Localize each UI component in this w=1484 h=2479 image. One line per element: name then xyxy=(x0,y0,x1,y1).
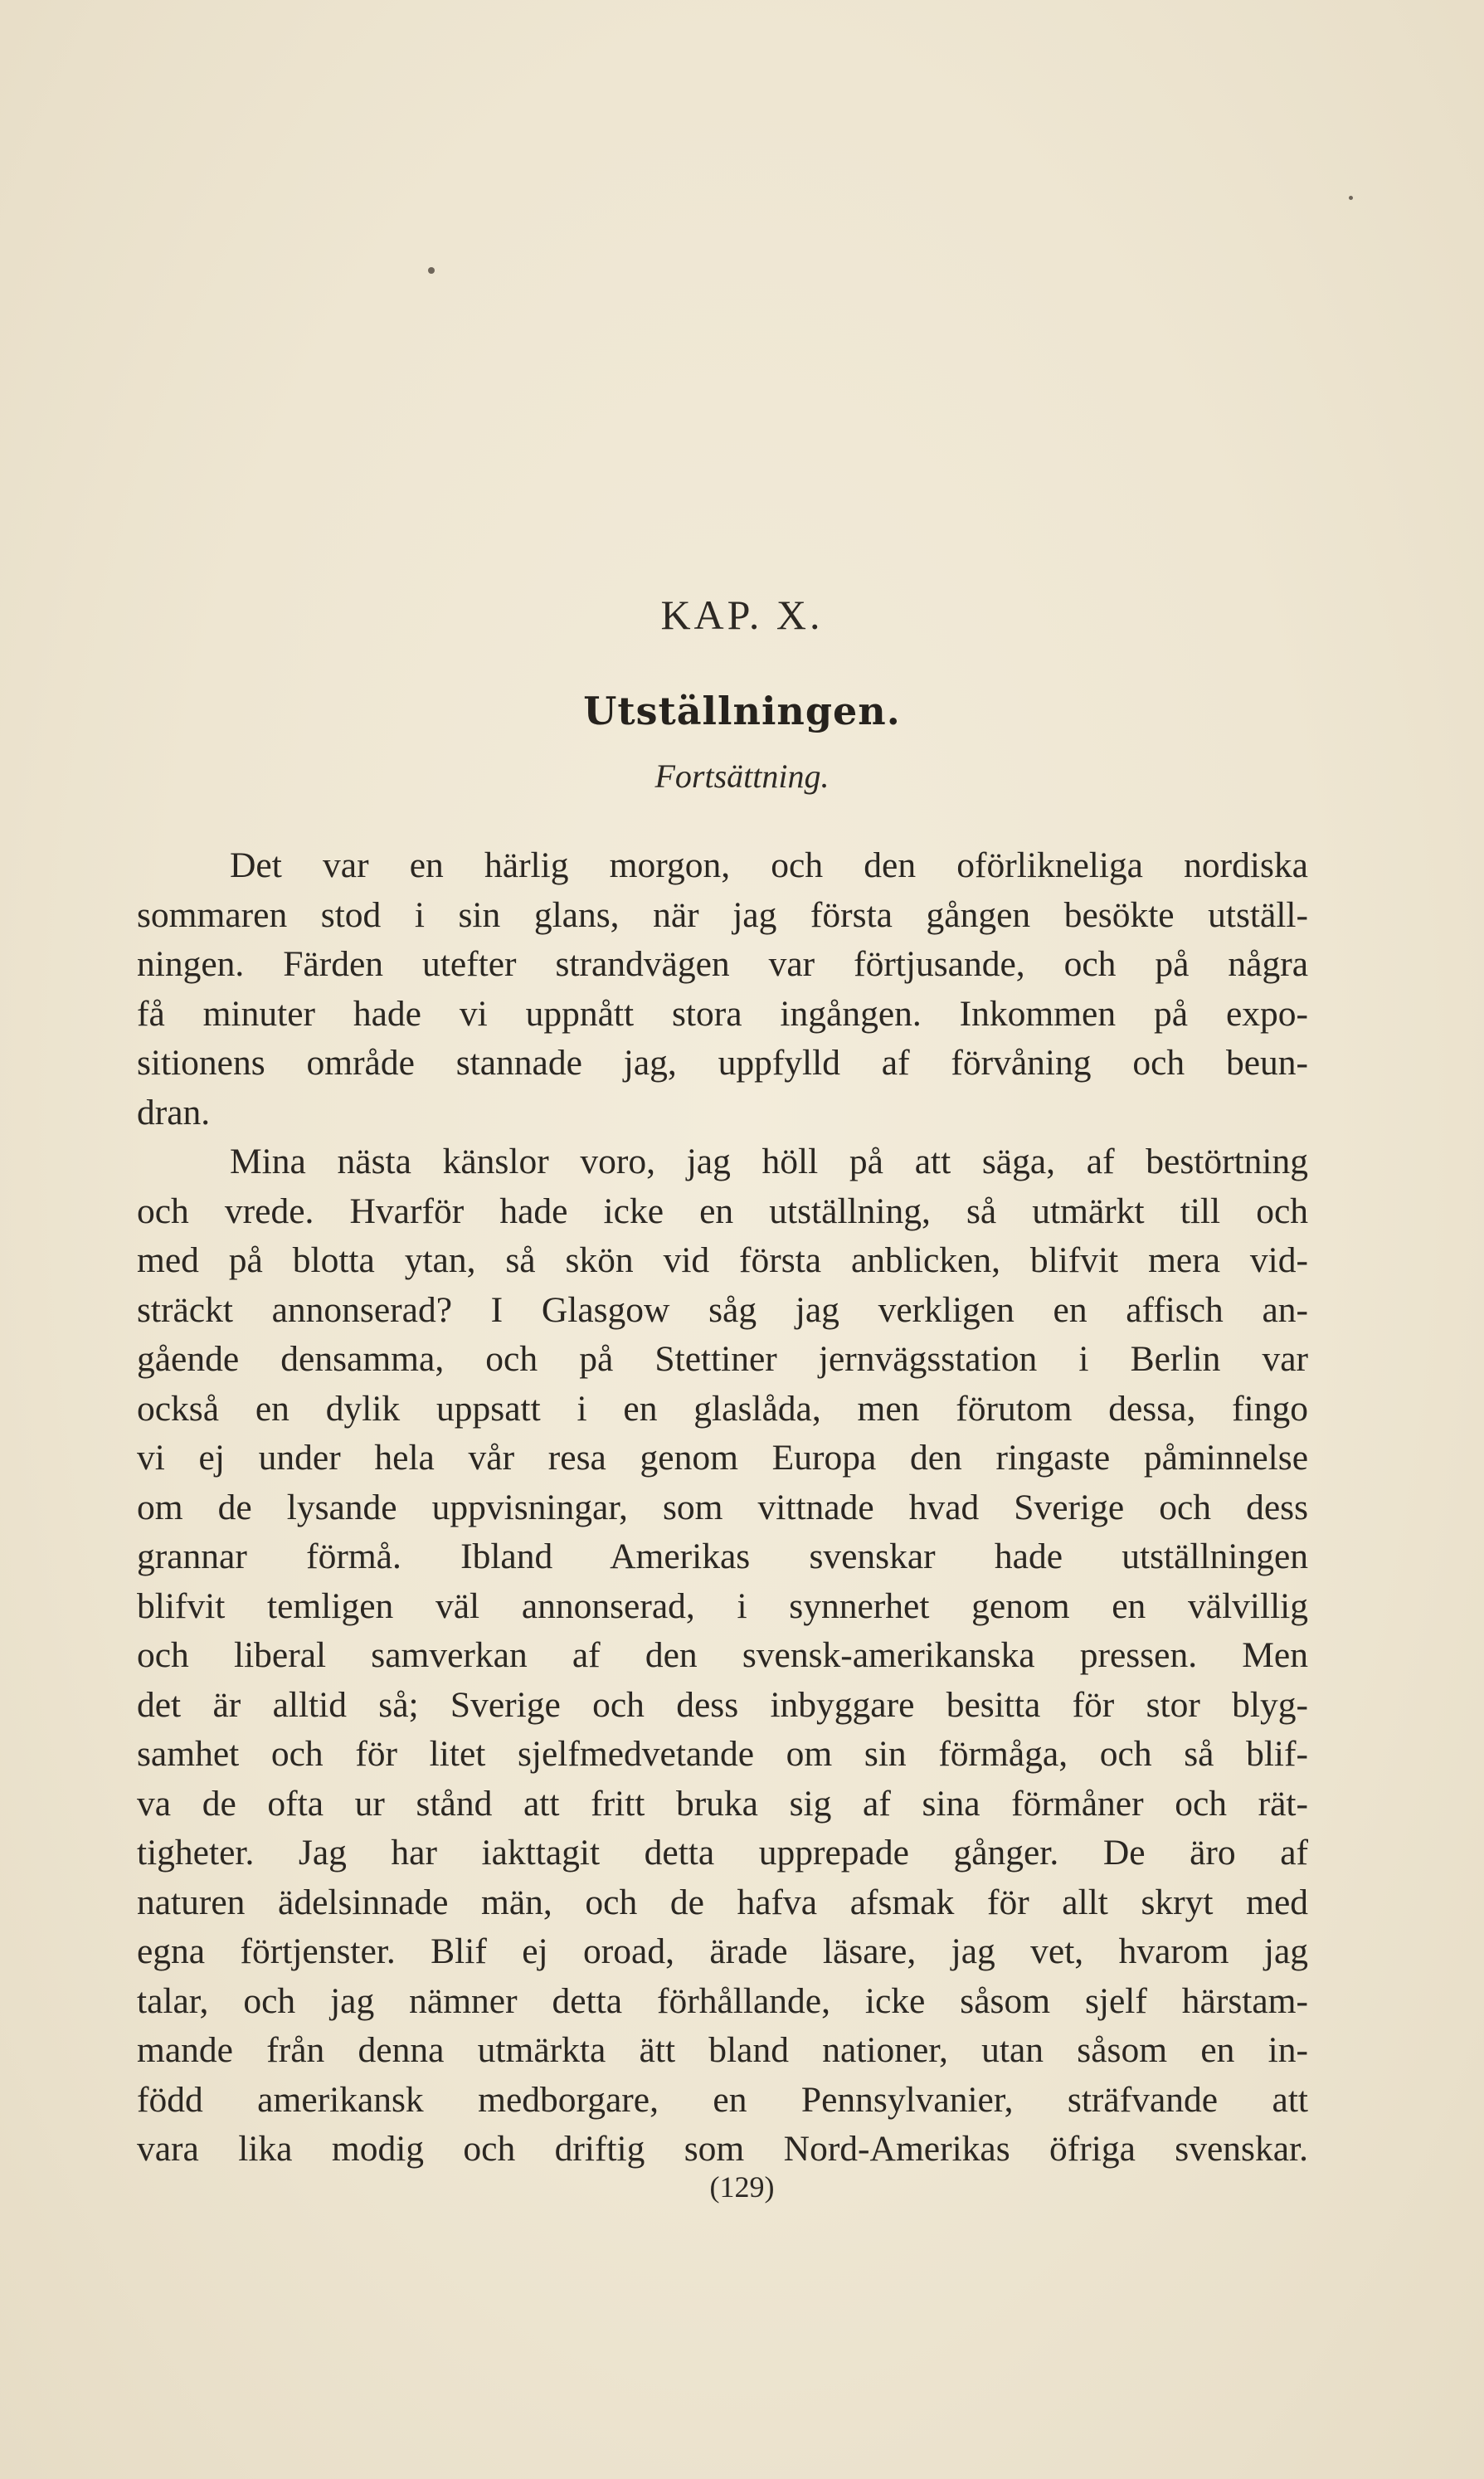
text-line: Det var en härlig morgon, och den oförlikneliga nordiska xyxy=(230,845,1308,885)
chapter-heading: KAP. X. xyxy=(660,592,824,638)
text-line: Mina nästa känslor voro, jag höll på att säga, af bestörtning xyxy=(230,1142,1308,1181)
text-line: det är alltid så; Sverige och dess inbyggare besitta för stor blyg- xyxy=(137,1684,1308,1725)
text-line: gående densamma, och på Stettiner jernvägsstation i Berlin var xyxy=(137,1339,1308,1379)
text-line: vi ej under hela vår resa genom Europa den ringaste påminnelse xyxy=(137,1438,1308,1478)
chapter-title: Utställningen. xyxy=(583,689,901,733)
text-line: och liberal samverkan af den svensk-amerikanska pressen. Men xyxy=(137,1635,1308,1675)
text-line: sommaren stod i sin glans, när jag första gången besökte utställ- xyxy=(137,894,1308,935)
text-line: också en dylik uppsatt i en glaslåda, men förutom dessa, fingo xyxy=(137,1388,1308,1429)
text-line: och vrede. Hvarför hade icke en utställning, så utmärkt till och xyxy=(137,1191,1308,1231)
page-number: (129) xyxy=(709,2170,775,2204)
text-line: ningen. Färden utefter strandvägen var förtjusande, och på några xyxy=(137,944,1308,984)
paper-speck xyxy=(428,267,435,274)
paper-speck xyxy=(1349,196,1353,200)
text-line: sitionens område stannade jag, uppfylld af förvåning och beun- xyxy=(137,1043,1308,1083)
text-line: va de ofta ur stånd att fritt bruka sig af sina förmåner och rät- xyxy=(137,1783,1308,1824)
body-text xyxy=(137,841,1308,2175)
text-line: född amerikansk medborgare, en Pennsylvanier, sträfvande att xyxy=(137,2079,1308,2120)
text-line: tigheter. Jag har iakttagit detta upprepade gånger. De äro af xyxy=(137,1833,1308,1873)
text-line: om de lysande uppvisningar, som vittnade hvad Sverige och dess xyxy=(137,1487,1308,1527)
text-line: naturen ädelsinnade män, och de hafva afsmak för allt skryt med xyxy=(137,1882,1308,1922)
text-line: dran. xyxy=(137,1092,211,1132)
chapter-subtitle: Fortsättning. xyxy=(654,757,830,795)
text-line: grannar förmå. Ibland Amerikas svenskar hade utställningen xyxy=(137,1537,1308,1576)
text-line: med på blotta ytan, så skön vid första anblicken, blifvit mera vid- xyxy=(137,1240,1308,1280)
text-line: vara lika modig och driftig som Nord-Amerikas öfriga svenskar. xyxy=(137,2129,1308,2169)
text-line: sträckt annonserad? I Glasgow såg jag verkligen en affisch an- xyxy=(137,1289,1308,1330)
text-line: samhet och för litet sjelfmedvetande om sin förmåga, och så blif- xyxy=(137,1734,1308,1774)
text-line: få minuter hade vi uppnått stora ingången. Inkommen på expo- xyxy=(137,993,1308,1034)
text-line: blifvit temligen väl annonserad, i synnerhet genom en välvillig xyxy=(137,1585,1308,1626)
text-line: talar, och jag nämner detta förhållande, icke såsom sjelf härstam- xyxy=(137,1980,1308,2021)
text-line: egna förtjenster. Blif ej oroad, ärade läsare, jag vet, hvarom jag xyxy=(137,1931,1308,1971)
text-line: mande från denna utmärkta ätt bland nationer, utan såsom en in- xyxy=(137,2030,1308,2070)
